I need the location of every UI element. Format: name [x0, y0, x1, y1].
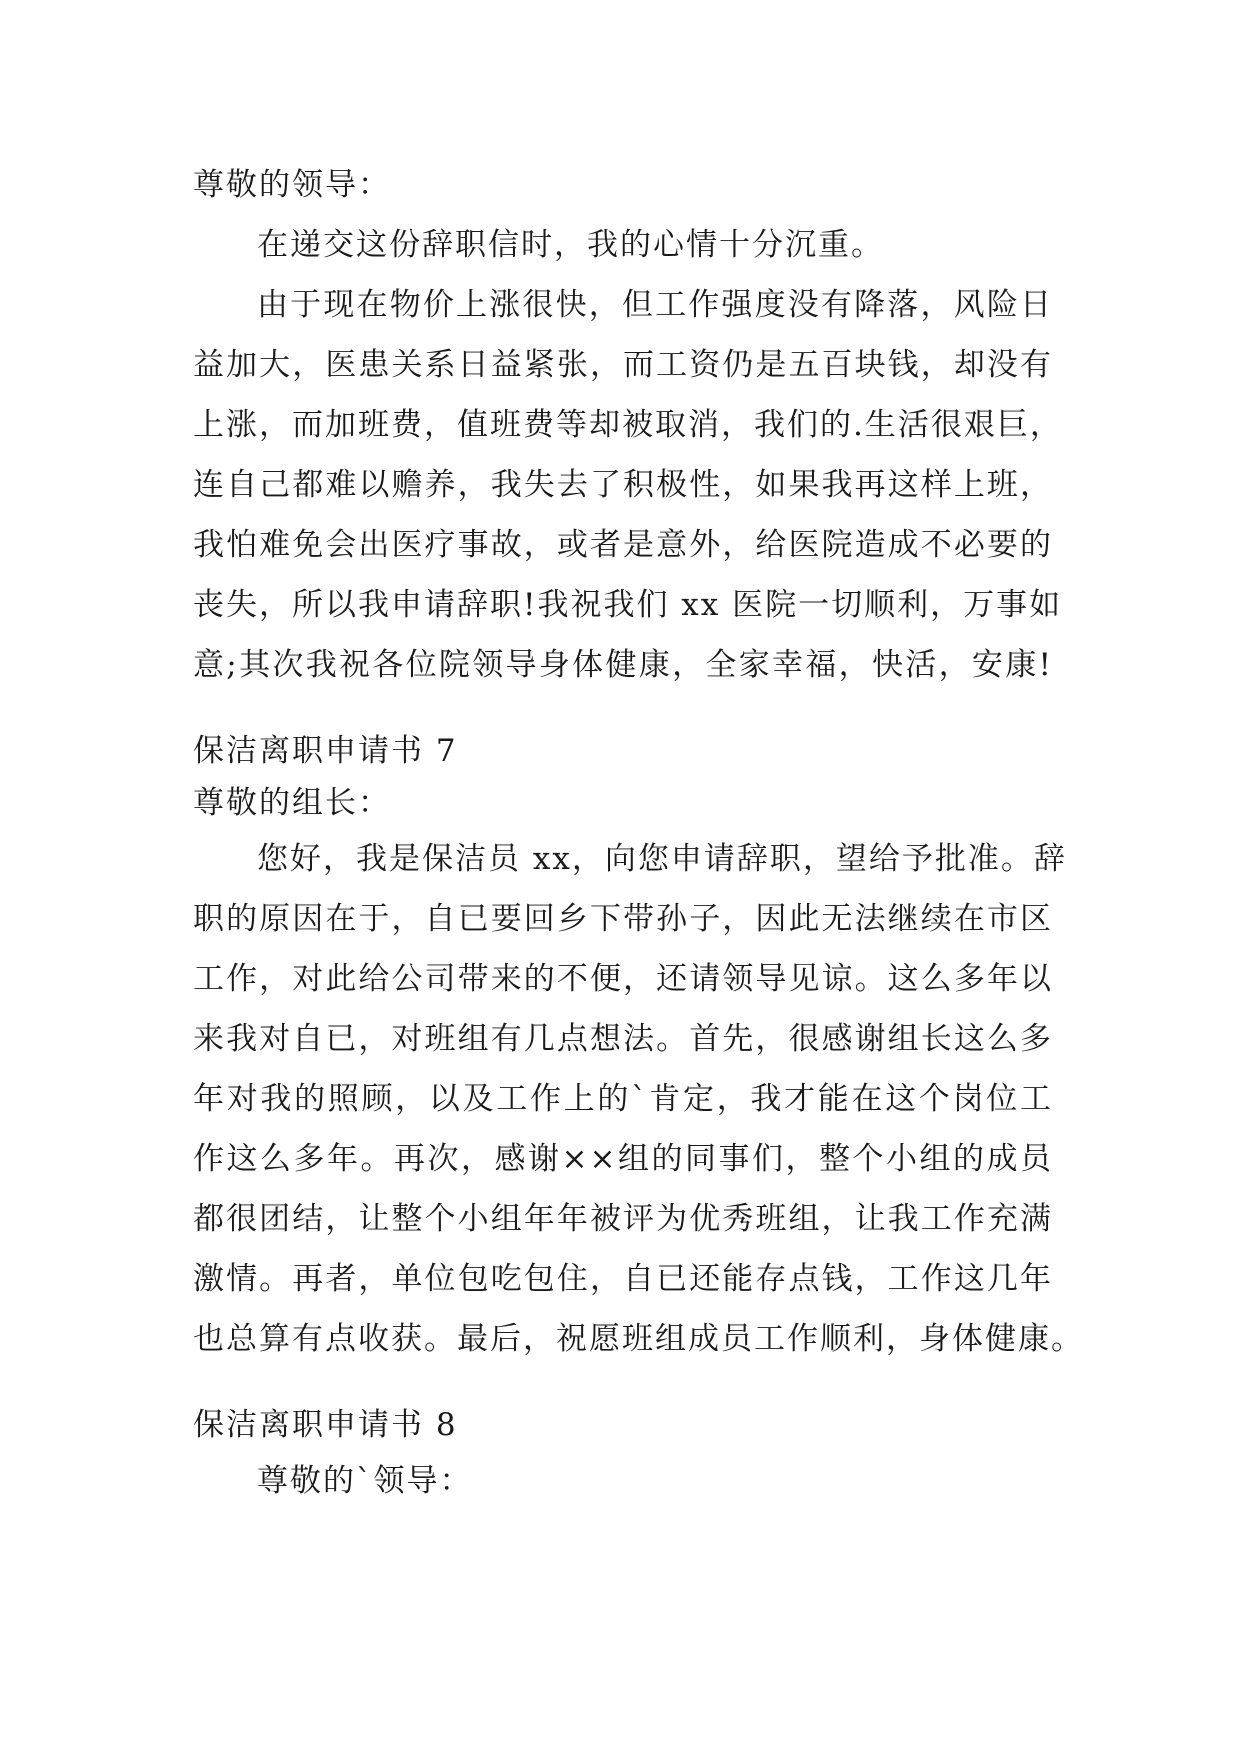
- salutation: 尊敬的`领导：: [257, 1463, 473, 1499]
- paragraph-line: 激情。再者，单位包吃包住，自已还能存点钱，工作这几年: [193, 1261, 1053, 1297]
- section-title: 保洁离职申请书 8: [193, 1407, 458, 1443]
- paragraph-line: 丧失，所以我申请辞职!我祝我们 xx 医院一切顺利，万事如: [193, 587, 1063, 623]
- paragraph-line: 上涨，而加班费，值班费等却被取消，我们的.生活很艰巨，: [193, 407, 1063, 443]
- salutation: 尊敬的领导：: [193, 167, 391, 203]
- paragraph-line: 由于现在物价上涨很快，但工作强度没有降落，风险日: [257, 287, 1053, 323]
- paragraph-line: 年对我的照顾，以及工作上的`肯定，我才能在这个岗位工: [193, 1081, 1053, 1117]
- paragraph: 在递交这份辞职信时，我的心情十分沉重。: [257, 227, 884, 263]
- paragraph-line: 作这么多年。再次，感谢××组的同事们，整个小组的成员: [193, 1141, 1053, 1177]
- salutation: 尊敬的组长：: [193, 785, 391, 821]
- paragraph-line: 您好，我是保洁员 xx，向您申请辞职，望给予批准。辞: [257, 841, 1067, 877]
- paragraph-line: 都很团结，让整个小组年年被评为优秀班组，让我工作充满: [193, 1201, 1053, 1237]
- paragraph-line: 我怕难免会出医疗事故，或者是意外，给医院造成不必要的: [193, 527, 1053, 563]
- paragraph-line: 职的原因在于，自已要回乡下带孙子，因此无法继续在市区: [193, 901, 1053, 937]
- paragraph-line: 意;其次我祝各位院领导身体健康，全家幸福，快活，安康!: [193, 647, 1053, 683]
- section-title: 保洁离职申请书 7: [193, 733, 458, 769]
- paragraph-line: 也总算有点收获。最后，祝愿班组成员工作顺利，身体健康。: [193, 1321, 1084, 1357]
- paragraph-line: 益加大，医患关系日益紧张，而工资仍是五百块钱，却没有: [193, 347, 1053, 383]
- paragraph-line: 连自己都难以赡养，我失去了积极性，如果我再这样上班，: [193, 467, 1053, 503]
- paragraph-line: 工作，对此给公司带来的不便，还请领导见谅。这么多年以: [193, 961, 1053, 997]
- paragraph-line: 来我对自已，对班组有几点想法。首先，很感谢组长这么多: [193, 1021, 1053, 1057]
- document-body: [193, 155, 1084, 1511]
